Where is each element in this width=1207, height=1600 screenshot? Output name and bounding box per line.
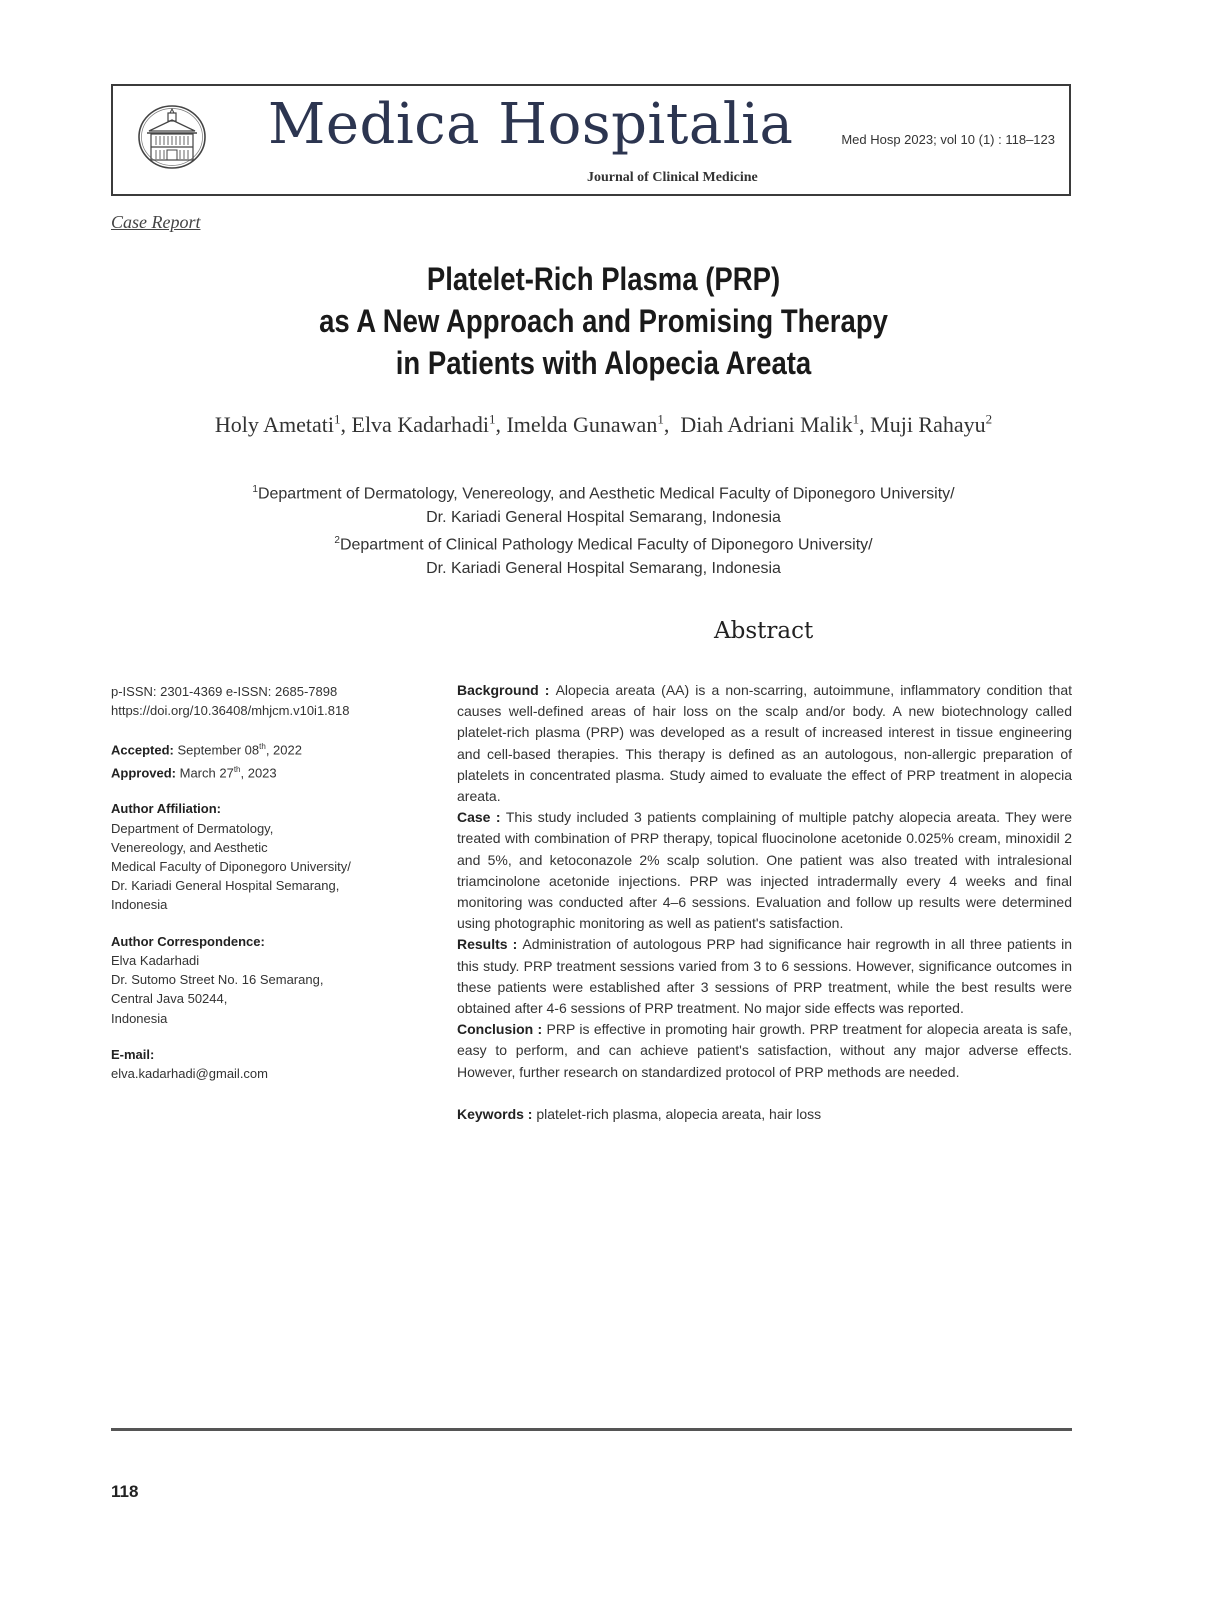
journal-masthead	[111, 84, 1071, 196]
abstract-heading: Abstract	[714, 618, 814, 644]
article-info-sidebar	[111, 682, 411, 1100]
email-label: E-mail:	[111, 1046, 155, 1062]
abstract-case: Case : This study included 3 patients complaining of multiple patchy alopecia areata. They were treated with combination of PRP therapy, topical fluocinolone acetonide 0.025% cream, minoxidil 2 and 5%, and ketoconazole 2% scalp solution. One patient was also treated with intralesional triamcinolone acetonide injections. PRP was injected intradermally every 4 weeks and final monitoring was conducted after 4–6 sessions. Evaluation and follow up results were determined using photographic monitoring as well as patient's satisfaction.	[457, 809, 1072, 932]
approved-date: Approved: March 27th, 2023	[111, 764, 277, 781]
affiliation-line: Department of Dermatology,	[111, 820, 274, 836]
author: Diah Adriani Malik$^1$,	[680, 412, 871, 438]
author: Imelda Gunawan$^1$,	[506, 412, 681, 438]
accepted-date: Accepted: September 08th, 2022	[111, 742, 302, 758]
affiliation-line: Dr. Kariadi General Hospital Semarang,	[111, 878, 340, 894]
author: Muji Rahayu$^2$	[870, 412, 993, 438]
journal-name: Medica Hospitalia	[268, 92, 794, 157]
affiliation-line: Venereology, and Aesthetic	[111, 839, 268, 855]
affiliation-line: Medical Faculty of Diponegoro University/	[111, 859, 351, 875]
affiliation-line: Dr. Kariadi General Hospital Semarang, Indonesia	[426, 560, 781, 578]
affiliation-line: Indonesia	[111, 897, 168, 913]
affiliations	[0, 478, 1207, 581]
hospital-building-seal-icon	[137, 104, 207, 170]
abstract-body	[457, 680, 1072, 1125]
page-number: 118	[111, 1482, 139, 1501]
article-title	[84, 258, 1122, 384]
title-line: Platelet-Rich Plasma (PRP)	[426, 261, 781, 297]
article-type: Case Report	[111, 212, 201, 232]
correspondence-line: Elva Kadarhadi	[111, 952, 200, 968]
citation: Med Hosp 2023; vol 10 (1) : 118–123	[841, 132, 1055, 147]
email-link[interactable]: elva.kadarhadi@gmail.com	[111, 1065, 268, 1081]
issn: p-ISSN: 2301-4369 e-ISSN: 2685-7898	[111, 684, 338, 699]
correspondence-line: Central Java 50244,	[111, 991, 228, 1007]
affiliation-line: $^1$Department of Dermatology, Venereology, and Aesthetic Medical Faculty of Diponegoro University/	[252, 484, 955, 503]
affiliation-line: $^2$Department of Clinical Pathology Medical Faculty of Diponegoro University/	[334, 535, 873, 554]
journal-subtitle: Journal of Clinical Medicine	[587, 170, 758, 185]
author-affiliation-label: Author Affiliation:	[111, 801, 221, 817]
correspondence-line: Dr. Sutomo Street No. 16 Semarang,	[111, 972, 324, 988]
author-list	[0, 412, 1207, 438]
abstract-background: Background : Alopecia areata (AA) is a non-scarring, autoimmune, inflammatory condition that causes well-defined areas of hair loss on the scalp and/or body. A new biotechnology called platelet-rich plasma (PRP) was developed as a result of increased interest in tissue engineering and cell-based therapies. This therapy is defined as an autologous, non-allergic preparation of platelets in concentrated plasma. Study aimed to evaluate the effect of PRP treatment in alopecia areata.	[457, 682, 1072, 805]
author: Holy Ametati$^1$,	[214, 412, 352, 438]
correspondence-line: Indonesia	[111, 1010, 168, 1026]
abstract-conclusion: Conclusion : PRP is effective in promoting hair growth. PRP treatment for alopecia areata is safe, easy to perform, and can achieve patient's satisfaction, without any major adverse effects. However, further research on standardized protocol of PRP methods are needed.	[457, 1021, 1072, 1080]
doi-link[interactable]: https://doi.org/10.36408/mhjcm.v10i1.818	[111, 703, 350, 719]
footer-divider	[111, 1428, 1072, 1431]
keywords: Keywords : platelet-rich plasma, alopecia areata, hair loss	[457, 1105, 822, 1122]
abstract-results: Results : Administration of autologous PRP had significance hair regrowth in all three patients in this study. PRP treatment sessions varied from 3 to 6 sessions. However, significance outcomes in these patients were established after 3 sessions of PRP treatment, while the best results were obtained after 4-6 sessions of PRP treatment. No major side effects was reported.	[457, 936, 1072, 1017]
author-correspondence-label: Author Correspondence:	[111, 933, 265, 949]
author: Elva Kadarhadi$^1$,	[351, 412, 507, 438]
title-line: in Patients with Alopecia Areata	[395, 345, 812, 381]
affiliation-line: Dr. Kariadi General Hospital Semarang, Indonesia	[426, 508, 781, 526]
title-line: as A New Approach and Promising Therapy	[319, 303, 888, 339]
